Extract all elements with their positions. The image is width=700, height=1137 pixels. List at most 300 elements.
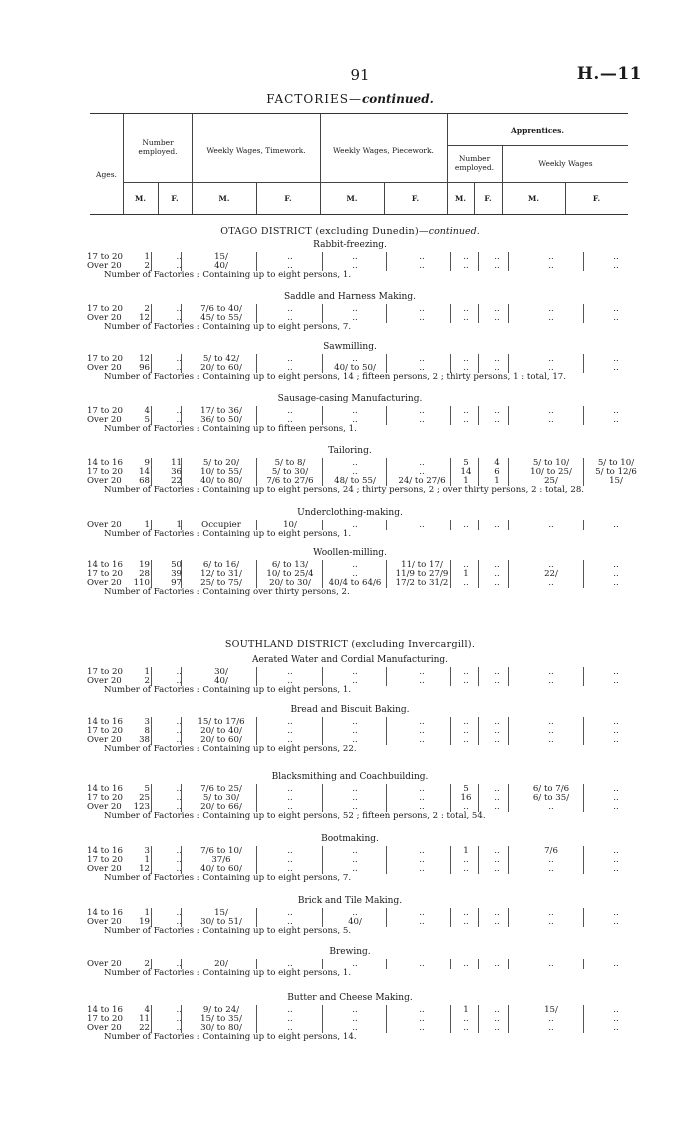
cell-pm: .. xyxy=(352,520,358,530)
cell-age: 14 to 16 xyxy=(87,908,123,918)
column-rule xyxy=(583,363,584,373)
cell-pf: .. xyxy=(419,520,425,530)
cell-tm: 20/ to 60/ xyxy=(200,363,242,373)
cell-af: .. xyxy=(494,793,500,803)
cell-awf: .. xyxy=(613,908,619,918)
column-rule xyxy=(583,676,584,686)
cell-pf: .. xyxy=(419,784,425,794)
cell-age: Over 20 xyxy=(87,261,122,271)
column-rule xyxy=(583,520,584,530)
cell-am: .. xyxy=(463,802,469,812)
cell-tf: 5/ to 30/ xyxy=(271,467,309,477)
column-rule xyxy=(583,313,584,323)
industry-heading: Rabbit-freezing. xyxy=(313,240,387,250)
cell-tf: .. xyxy=(287,908,293,918)
cell-am: 1 xyxy=(463,569,469,579)
cell-awm: .. xyxy=(548,578,554,588)
cell-age: Over 20 xyxy=(87,415,122,425)
cell-tm: 12/ to 31/ xyxy=(200,569,242,579)
cell-m: 3 xyxy=(144,846,150,856)
cell-af: .. xyxy=(494,855,500,865)
cell-tf: .. xyxy=(287,784,293,794)
cell-af: .. xyxy=(494,717,500,727)
industry-heading: Sausage-casing Manufacturing. xyxy=(277,394,423,404)
cell-af: .. xyxy=(494,261,500,271)
cell-pm: .. xyxy=(352,864,358,874)
cell-pm: .. xyxy=(352,560,358,570)
cell-awf: .. xyxy=(613,578,619,588)
factories-note-text: Number of Factories : Containing up to eight persons, 24 ; thirty persons, 2 ; over thirty persons, 2 : total, 28. xyxy=(104,485,585,495)
cell-f: .. xyxy=(176,406,182,416)
cell-m: 96 xyxy=(139,363,150,373)
column-rule xyxy=(583,959,584,969)
cell-af: .. xyxy=(494,864,500,874)
cell-awf: .. xyxy=(613,864,619,874)
cell-age: 17 to 20 xyxy=(87,467,123,477)
cell-awf: .. xyxy=(613,354,619,364)
cell-pf: .. xyxy=(419,1023,425,1033)
cell-awm: .. xyxy=(548,406,554,416)
cell-tf: .. xyxy=(287,1023,293,1033)
cell-pm: .. xyxy=(352,313,358,323)
cell-af: 4 xyxy=(494,458,500,468)
cell-age: Over 20 xyxy=(87,864,122,874)
page-number: 91 xyxy=(350,66,370,84)
cell-tf: 10/ xyxy=(283,520,297,530)
cell-awf: .. xyxy=(613,959,619,969)
cell-am: .. xyxy=(463,415,469,425)
cell-awm: .. xyxy=(548,802,554,812)
title-continued: continued. xyxy=(361,92,434,106)
cell-pf: .. xyxy=(419,864,425,874)
cell-am: .. xyxy=(463,1023,469,1033)
cell-tm: 20/ to 40/ xyxy=(200,726,242,736)
cell-awm: .. xyxy=(548,363,554,373)
header-am: M. xyxy=(455,194,466,203)
cell-age: 17 to 20 xyxy=(87,855,123,865)
column-rule xyxy=(583,802,584,812)
cell-tm: 36/ to 50/ xyxy=(200,415,242,425)
cell-af: .. xyxy=(494,846,500,856)
cell-f: 39 xyxy=(171,569,182,579)
cell-am: .. xyxy=(463,313,469,323)
cell-f: .. xyxy=(176,784,182,794)
cell-f: 36 xyxy=(171,467,182,477)
cell-awm: 15/ xyxy=(544,1005,558,1015)
cell-pm: .. xyxy=(352,458,358,468)
cell-tm: 5/ to 30/ xyxy=(202,793,240,803)
industry-heading: Blacksmithing and Coachbuilding. xyxy=(271,772,429,782)
cell-am: .. xyxy=(463,667,469,677)
cell-pf: .. xyxy=(419,363,425,373)
cell-tf: .. xyxy=(287,802,293,812)
cell-f: .. xyxy=(176,726,182,736)
header-pf: F. xyxy=(411,194,420,203)
cell-m: 2 xyxy=(144,304,150,314)
cell-am: .. xyxy=(463,363,469,373)
cell-tm: Occupier xyxy=(201,520,241,530)
cell-age: Over 20 xyxy=(87,476,122,486)
cell-tm: 20/ xyxy=(214,959,228,969)
industry-heading: Brick and Tile Making. xyxy=(297,896,403,906)
industry-heading: Underclothing-making. xyxy=(297,508,403,518)
cell-am: 1 xyxy=(463,846,469,856)
factories-note-text: Number of Factories : Containing up to eight persons, 7. xyxy=(104,322,352,332)
cell-f: .. xyxy=(176,855,182,865)
industry-heading: Tailoring. xyxy=(328,446,372,456)
cell-tm: 15/ xyxy=(214,252,228,262)
header-f: F. xyxy=(171,194,179,203)
cell-tm: 5/ to 20/ xyxy=(202,458,240,468)
cell-awm: .. xyxy=(548,959,554,969)
cell-tf: 7/6 to 27/6 xyxy=(266,476,314,486)
cell-tf: .. xyxy=(287,676,293,686)
factories-note-text: Number of Factories : Containing up to eight persons, 1. xyxy=(104,270,352,280)
cell-tm: 15/ to 35/ xyxy=(200,1014,242,1024)
cell-pf: .. xyxy=(419,261,425,271)
cell-age: Over 20 xyxy=(87,802,122,812)
cell-af: .. xyxy=(494,578,500,588)
cell-f: 1 xyxy=(176,520,182,530)
cell-awm: 10/ to 25/ xyxy=(530,467,572,477)
cell-af: .. xyxy=(494,726,500,736)
cell-f: .. xyxy=(176,864,182,874)
factories-note-text: Number of Factories : Containing up to eight persons, 14. xyxy=(104,1032,357,1042)
cell-awm: .. xyxy=(548,717,554,727)
cell-tf: .. xyxy=(287,717,293,727)
cell-pm: .. xyxy=(352,261,358,271)
cell-awm: .. xyxy=(548,415,554,425)
cell-tf: .. xyxy=(287,1014,293,1024)
cell-awm: .. xyxy=(548,676,554,686)
cell-f: 50 xyxy=(171,560,182,570)
cell-af: .. xyxy=(494,415,500,425)
cell-af: .. xyxy=(494,735,500,745)
cell-am: .. xyxy=(463,252,469,262)
cell-age: 14 to 16 xyxy=(87,458,123,468)
cell-tf: .. xyxy=(287,252,293,262)
cell-af: .. xyxy=(494,520,500,530)
cell-af: .. xyxy=(494,313,500,323)
cell-pf: .. xyxy=(419,855,425,865)
cell-tm: 20/ to 66/ xyxy=(200,802,242,812)
cell-af: .. xyxy=(494,1014,500,1024)
cell-pf: 17/2 to 31/2 xyxy=(395,578,449,588)
cell-m: 12 xyxy=(139,313,150,323)
cell-pf: .. xyxy=(419,1014,425,1024)
report-code: H.—11 xyxy=(576,64,642,84)
cell-tm: 40/ to 80/ xyxy=(200,476,242,486)
header-tm: M. xyxy=(218,194,230,203)
cell-pf: 24/ to 27/6 xyxy=(398,476,446,486)
cell-pf: 11/ to 17/ xyxy=(401,560,443,570)
cell-pm: .. xyxy=(352,959,358,969)
factories-note-text: Number of Factories : Containing up to eight persons, 14 ; fifteen persons, 2 ; thirty persons, 1 : total, 17. xyxy=(104,372,566,382)
column-rule xyxy=(583,415,584,425)
cell-tm: 10/ to 55/ xyxy=(200,467,242,477)
cell-am: .. xyxy=(463,726,469,736)
cell-awm: .. xyxy=(548,304,554,314)
cell-f: 11 xyxy=(171,458,182,468)
cell-age: 17 to 20 xyxy=(87,1014,123,1024)
cell-f: .. xyxy=(176,261,182,271)
cell-awf: .. xyxy=(613,406,619,416)
cell-m: 2 xyxy=(144,676,150,686)
cell-am: .. xyxy=(463,855,469,865)
cell-awf: .. xyxy=(613,917,619,927)
cell-am: .. xyxy=(463,908,469,918)
cell-awf: .. xyxy=(613,569,619,579)
cell-tf: .. xyxy=(287,1005,293,1015)
cell-age: Over 20 xyxy=(87,917,122,927)
cell-pm: .. xyxy=(352,676,358,686)
cell-pm: .. xyxy=(352,717,358,727)
cell-tf: .. xyxy=(287,855,293,865)
column-rule xyxy=(583,735,584,745)
cell-f: .. xyxy=(176,1023,182,1033)
cell-age: Over 20 xyxy=(87,313,122,323)
cell-tf: 6/ to 13/ xyxy=(271,560,309,570)
cell-awf: .. xyxy=(613,717,619,727)
cell-awm: .. xyxy=(548,560,554,570)
cell-tm: 25/ to 75/ xyxy=(200,578,242,588)
cell-m: 68 xyxy=(139,476,150,486)
cell-tf: .. xyxy=(287,846,293,856)
cell-am: 1 xyxy=(463,476,469,486)
cell-awf: .. xyxy=(613,560,619,570)
cell-tm: 37/6 xyxy=(211,855,231,865)
cell-tm: 15/ xyxy=(214,908,228,918)
district-heading xyxy=(0,226,700,237)
cell-af: .. xyxy=(494,1005,500,1015)
cell-tm: 7/6 to 25/ xyxy=(200,784,242,794)
cell-awm: 22/ xyxy=(544,569,558,579)
table-header xyxy=(90,113,628,215)
cell-awm: .. xyxy=(548,354,554,364)
cell-af: .. xyxy=(494,676,500,686)
industry-heading: Bread and Biscuit Baking. xyxy=(290,705,410,715)
cell-af: 6 xyxy=(494,467,500,477)
cell-pf: .. xyxy=(419,667,425,677)
cell-f: .. xyxy=(176,252,182,262)
header-awf: F. xyxy=(592,194,601,203)
cell-m: 5 xyxy=(144,415,150,425)
cell-awm: 7/6 xyxy=(544,846,558,856)
cell-pm: .. xyxy=(352,569,358,579)
cell-tf: .. xyxy=(287,793,293,803)
cell-am: .. xyxy=(463,354,469,364)
cell-awm: .. xyxy=(548,1014,554,1024)
cell-m: 28 xyxy=(139,569,150,579)
cell-m: 2 xyxy=(144,261,150,271)
cell-tm: 45/ to 55/ xyxy=(200,313,242,323)
cell-pm: .. xyxy=(352,802,358,812)
cell-f: .. xyxy=(176,676,182,686)
cell-pf: .. xyxy=(419,802,425,812)
cell-tm: 30/ to 80/ xyxy=(200,1023,242,1033)
header-number-employed: Number employed. xyxy=(138,138,178,156)
district-heading xyxy=(0,639,700,650)
cell-m: 8 xyxy=(144,726,150,736)
cell-awf: 5/ to 10/ xyxy=(597,458,635,468)
cell-m: 19 xyxy=(139,917,150,927)
factories-note-text: Number of Factories : Containing up to eight persons, 52 ; fifteen persons, 2 : total, 54. xyxy=(104,811,486,821)
cell-age: 14 to 16 xyxy=(87,560,123,570)
cell-tf: 20/ to 30/ xyxy=(269,578,311,588)
cell-pf: .. xyxy=(419,917,425,927)
cell-m: 123 xyxy=(133,802,150,812)
cell-awm: .. xyxy=(548,917,554,927)
page-title xyxy=(0,92,700,106)
cell-tm: 9/ to 24/ xyxy=(202,1005,240,1015)
cell-awf: 5/ to 12/6 xyxy=(595,467,637,477)
cell-pm: 48/ to 55/ xyxy=(334,476,376,486)
cell-pm: .. xyxy=(352,846,358,856)
cell-awm: .. xyxy=(548,726,554,736)
cell-awf: .. xyxy=(613,793,619,803)
district-name-continued: continued. xyxy=(428,226,480,237)
cell-age: Over 20 xyxy=(87,959,122,969)
cell-f: .. xyxy=(176,917,182,927)
cell-awm: .. xyxy=(548,735,554,745)
factories-note-text: Number of Factories : Containing up to eight persons, 1. xyxy=(104,968,352,978)
cell-tm: 30/ xyxy=(214,667,228,677)
cell-age: 17 to 20 xyxy=(87,252,123,262)
cell-m: 2 xyxy=(144,959,150,969)
cell-m: 1 xyxy=(144,520,150,530)
cell-tm: 30/ to 51/ xyxy=(200,917,242,927)
cell-age: 17 to 20 xyxy=(87,354,123,364)
cell-af: .. xyxy=(494,406,500,416)
cell-m: 4 xyxy=(144,1005,150,1015)
cell-tm: 20/ to 60/ xyxy=(200,735,242,745)
cell-f: .. xyxy=(176,908,182,918)
cell-m: 22 xyxy=(139,1023,150,1033)
cell-pm: .. xyxy=(352,793,358,803)
cell-awf: .. xyxy=(613,252,619,262)
cell-af: .. xyxy=(494,363,500,373)
cell-age: 14 to 16 xyxy=(87,717,123,727)
header-tf: F. xyxy=(284,194,292,203)
cell-m: 19 xyxy=(139,560,150,570)
cell-f: 97 xyxy=(171,578,182,588)
header-wages-timework: Weekly Wages, Timework. xyxy=(206,146,306,155)
cell-pf: .. xyxy=(419,846,425,856)
cell-m: 4 xyxy=(144,406,150,416)
cell-awm: .. xyxy=(548,855,554,865)
cell-af: .. xyxy=(494,784,500,794)
cell-awf: .. xyxy=(613,802,619,812)
cell-age: Over 20 xyxy=(87,735,122,745)
industry-heading: Butter and Cheese Making. xyxy=(287,993,413,1003)
cell-pf: .. xyxy=(419,908,425,918)
cell-age: 17 to 20 xyxy=(87,726,123,736)
cell-pm: 40/ xyxy=(348,917,362,927)
cell-pf: .. xyxy=(419,959,425,969)
header-af: F. xyxy=(484,194,492,203)
district-name: SOUTHLAND DISTRICT (excluding Invercargill). xyxy=(224,639,476,650)
cell-am: 5 xyxy=(463,458,469,468)
cell-age: Over 20 xyxy=(87,578,122,588)
cell-am: .. xyxy=(463,717,469,727)
cell-af: .. xyxy=(494,569,500,579)
cell-tf: .. xyxy=(287,354,293,364)
header-app-wages: Weekly Wages xyxy=(538,159,593,168)
cell-pm: .. xyxy=(352,726,358,736)
cell-af: .. xyxy=(494,908,500,918)
cell-f: .. xyxy=(176,304,182,314)
cell-pm: 40/ to 50/ xyxy=(334,363,376,373)
cell-pm: 40/4 to 64/6 xyxy=(328,578,382,588)
cell-age: 14 to 16 xyxy=(87,1005,123,1015)
factories-note-text: Number of Factories : Containing over thirty persons, 2. xyxy=(104,587,350,597)
cell-m: 1 xyxy=(144,252,150,262)
header-apprentices: Apprentices. xyxy=(511,126,564,135)
cell-af: .. xyxy=(494,667,500,677)
cell-pf: .. xyxy=(419,735,425,745)
cell-tf: .. xyxy=(287,726,293,736)
cell-af: .. xyxy=(494,252,500,262)
cell-tm: 17/ to 36/ xyxy=(200,406,242,416)
cell-f: .. xyxy=(176,415,182,425)
column-rule xyxy=(583,578,584,588)
header-pm: M. xyxy=(346,194,358,203)
cell-awm: .. xyxy=(548,252,554,262)
factories-note-text: Number of Factories : Containing up to fifteen persons, 1. xyxy=(104,424,357,434)
cell-tm: 5/ to 42/ xyxy=(202,354,240,364)
cell-awm: .. xyxy=(548,908,554,918)
cell-age: Over 20 xyxy=(87,363,122,373)
cell-pm: .. xyxy=(352,1014,358,1024)
column-rule xyxy=(583,864,584,874)
cell-pf: .. xyxy=(419,467,425,477)
header-ages: Ages. xyxy=(96,170,117,179)
cell-awf: .. xyxy=(613,1005,619,1015)
cell-am: .. xyxy=(463,560,469,570)
cell-tf: .. xyxy=(287,959,293,969)
cell-age: 17 to 20 xyxy=(87,667,123,677)
header-app-number: Number employed. xyxy=(454,154,495,172)
cell-tf: .. xyxy=(287,304,293,314)
industry-heading: Saddle and Harness Making. xyxy=(284,292,416,302)
cell-pf: 11/9 to 27/9 xyxy=(395,569,449,579)
cell-af: .. xyxy=(494,1023,500,1033)
cell-pm: .. xyxy=(352,784,358,794)
cell-pm: .. xyxy=(352,908,358,918)
cell-f: .. xyxy=(176,1005,182,1015)
industry-heading: Bootmaking. xyxy=(321,834,379,844)
cell-awf: .. xyxy=(613,261,619,271)
cell-am: .. xyxy=(463,917,469,927)
cell-tm: 40/ xyxy=(214,261,228,271)
cell-am: .. xyxy=(463,304,469,314)
cell-am: 1 xyxy=(463,1005,469,1015)
cell-awm: 6/ to 7/6 xyxy=(532,784,570,794)
cell-pf: .. xyxy=(419,1005,425,1015)
factories-note-text: Number of Factories : Containing up to eight persons, 7. xyxy=(104,873,352,883)
cell-af: .. xyxy=(494,802,500,812)
cell-f: .. xyxy=(176,735,182,745)
cell-age: 14 to 16 xyxy=(87,846,123,856)
cell-awf: .. xyxy=(613,1014,619,1024)
cell-am: 14 xyxy=(460,467,472,477)
cell-af: .. xyxy=(494,917,500,927)
cell-pf: .. xyxy=(419,354,425,364)
header-awm: M. xyxy=(528,194,539,203)
cell-awf: .. xyxy=(613,676,619,686)
industry-heading: Sawmilling. xyxy=(323,342,377,352)
cell-f: .. xyxy=(176,313,182,323)
